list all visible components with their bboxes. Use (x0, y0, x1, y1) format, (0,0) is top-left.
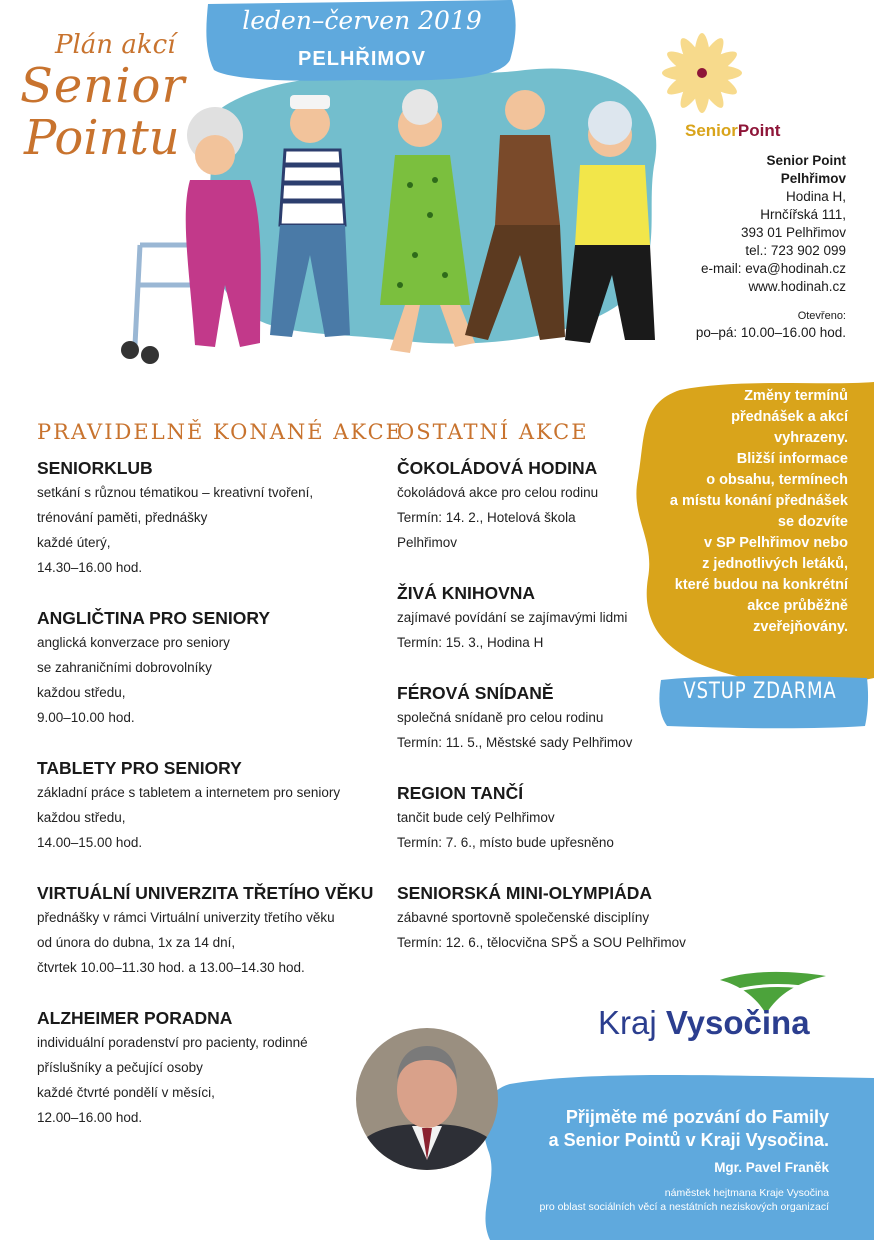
event-title: REGION TANČÍ (397, 783, 524, 803)
invitation-line: Přijměte mé pozvání do Family (565, 1107, 829, 1127)
signer-name: Mgr. Pavel Franěk (714, 1160, 829, 1175)
contact-org-line: Senior Point (766, 153, 846, 168)
event-detail: tančit bude celý Pelhřimov (397, 810, 555, 825)
invitation-blob (470, 1070, 874, 1240)
contact-org-line: Pelhřimov (780, 171, 846, 186)
event-date: Termín: 14. 2., Hotelová škola (397, 510, 576, 525)
event-date: Termín: 7. 6., místo bude upřesněno (397, 835, 614, 850)
opening-hours: po–pá: 10.00–16.00 hod. (695, 325, 846, 340)
event-time: 9.00–10.00 hod. (37, 710, 135, 725)
event-date: Termín: 15. 3., Hodina H (397, 635, 544, 650)
event-detail: každou středu, (37, 685, 126, 700)
event-detail: společná snídaně pro celou rodinu (397, 710, 604, 725)
signer-role-line: pro oblast sociálních věcí a nestátních neziskových organizací (539, 1201, 829, 1213)
event-detail: čokoládová akce pro celou rodinu (397, 485, 599, 500)
event-univerzita (37, 881, 377, 980)
event-detail: přednášky v rámci Virtuální univerzity třetího věku (37, 910, 335, 925)
banner-city: PELHŘIMOV (298, 48, 426, 70)
portrait-photo (356, 1028, 498, 1170)
regular-events-heading: PRAVIDELNĚ KONANÉ AKCE (37, 420, 403, 444)
event-tablety (37, 756, 377, 855)
contact-line: 393 01 Pelhřimov (740, 225, 846, 240)
banner-date: leden–červen 2019 (242, 6, 482, 35)
event-date: Termín: 11. 5., Městské sady Pelhřimov (397, 735, 633, 750)
event-detail: každou středu, (37, 810, 126, 825)
event-mini-olympiada (397, 881, 737, 955)
event-time: čtvrtek 10.00–11.30 hod. a 13.00–14.30 hod. (37, 960, 305, 975)
event-detail: každé úterý, (37, 535, 111, 550)
notice-line: Změny termínů (744, 388, 848, 404)
dancing-seniors-illustration (120, 85, 660, 375)
notice-line: zveřejňovány. (753, 619, 848, 635)
contact-phone: tel.: 723 902 099 (745, 243, 846, 258)
event-time: 14.00–15.00 hod. (37, 835, 143, 850)
event-detail: od února do dubna, 1x za 14 dní, (37, 935, 236, 950)
notice-line: z jednotlivých letáků, (702, 556, 848, 572)
opening-label: Otevřeno: (797, 310, 846, 322)
kraj-vysocina-wordmark: Kraj Vysočina (598, 1004, 810, 1041)
event-title: TABLETY PRO SENIORY (37, 758, 242, 778)
title-pointu: Pointu (24, 110, 180, 166)
notice-line: Bližší informace (736, 451, 848, 467)
senior-point-wordmark: SeniorPoint (685, 121, 781, 140)
notice-line: které budou na konkrétní (674, 577, 848, 593)
contact-line: Hrnčířská 111, (760, 207, 846, 222)
event-title: SENIORKLUB (37, 458, 153, 478)
signer-role-line: náměstek hejtmana Kraje Vysočina (664, 1187, 829, 1199)
event-detail: anglická konverzace pro seniory (37, 635, 230, 650)
event-title: FÉROVÁ SNÍDANĚ (397, 683, 554, 703)
event-detail: základní práce s tabletem a internetem pro seniory (37, 785, 341, 800)
contact-block (701, 152, 846, 296)
notice-line: se dozvíte (777, 514, 848, 530)
event-detail: zábavné sportovně společenské disciplíny (397, 910, 650, 925)
event-detail: každé čtvrté pondělí v měsíci, (37, 1085, 215, 1100)
notice-line: přednášek a akcí (731, 409, 848, 425)
event-title: ČOKOLÁDOVÁ HODINA (397, 458, 598, 478)
notice-line: o obsahu, termínech (706, 472, 848, 488)
contact-website: www.hodinah.cz (748, 279, 846, 294)
event-alzheimer (37, 1006, 377, 1130)
contact-email: e-mail: eva@hodinah.cz (700, 261, 846, 276)
notice-line: akce průběžně (747, 598, 848, 614)
event-date: Termín: 12. 6., tělocvična SPŠ a SOU Pelhřimov (397, 935, 686, 950)
senior-point-flower-logo (630, 15, 780, 135)
contact-line: Hodina H, (785, 189, 846, 204)
title-senior: Senior (20, 58, 186, 114)
event-time: 12.00–16.00 hod. (37, 1110, 143, 1125)
signer-role (540, 1186, 830, 1214)
notice-line: a místu konání přednášek (669, 493, 848, 509)
event-title: ALZHEIMER PORADNA (37, 1008, 233, 1028)
notice-text (640, 386, 848, 638)
event-detail: příslušníky a pečující osoby (37, 1060, 203, 1075)
invitation-text (549, 1106, 829, 1152)
event-detail: Pelhřimov (397, 535, 458, 550)
event-detail: setkání s různou tématikou – kreativní tvoření, (37, 485, 314, 500)
other-events-heading: OSTATNÍ AKCE (397, 420, 589, 444)
event-title: ANGLIČTINA PRO SENIORY (37, 608, 271, 628)
event-detail: se zahraničními dobrovolníky (37, 660, 212, 675)
event-detail: individuální poradenství pro pacienty, rodinné (37, 1035, 308, 1050)
event-seniorklub (37, 456, 377, 580)
free-entry-label: VSTUP ZDARMA (683, 679, 837, 704)
event-region-tanci (397, 781, 737, 855)
event-detail: zajímavé povídání se zajímavými lidmi (397, 610, 628, 625)
invitation-line: a Senior Pointů v Kraji Vysočina. (548, 1130, 829, 1150)
event-detail: trénování paměti, přednášky (37, 510, 208, 525)
event-anglictina (37, 606, 377, 730)
event-title: SENIORSKÁ MINI-OLYMPIÁDA (397, 883, 653, 903)
title-plan: Plán akcí (55, 30, 176, 60)
event-time: 14.30–16.00 hod. (37, 560, 143, 575)
event-title: VIRTUÁLNÍ UNIVERZITA TŘETÍHO VĚKU (37, 883, 374, 903)
event-title: ŽIVÁ KNIHOVNA (397, 583, 536, 603)
notice-line: v SP Pelhřimov nebo (704, 535, 848, 551)
notice-line: vyhrazeny. (774, 430, 848, 446)
